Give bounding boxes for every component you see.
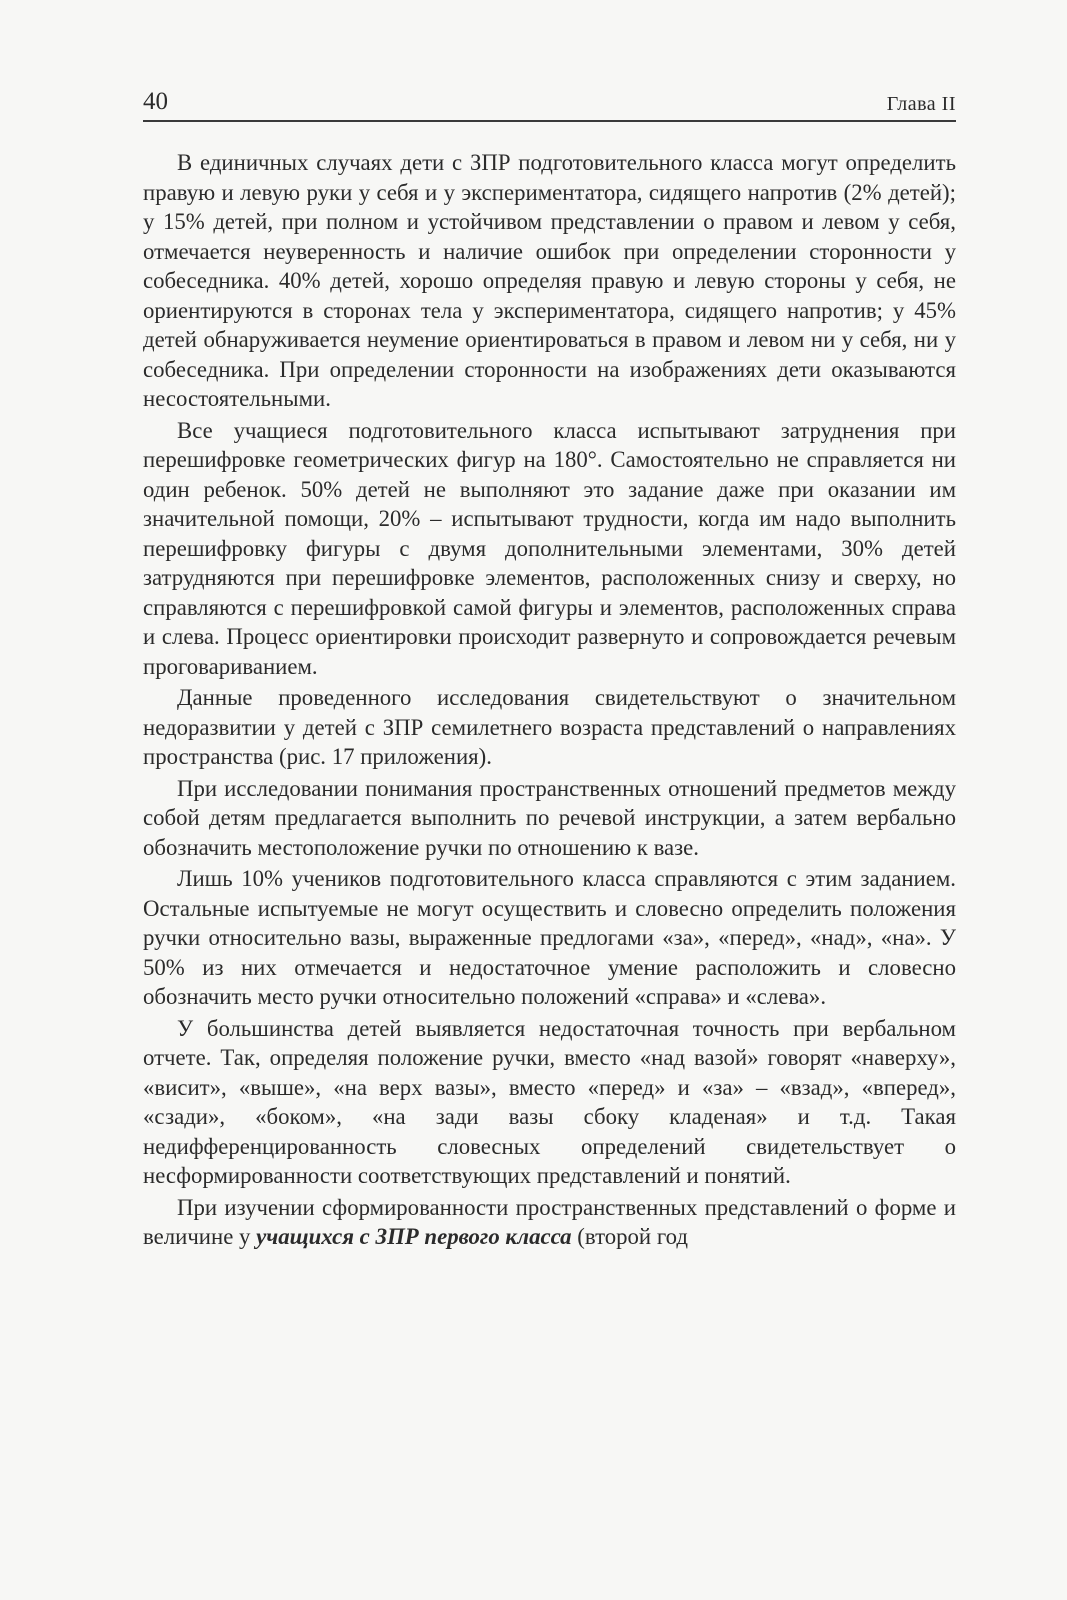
body-text [143, 148, 956, 1252]
paragraph: Лишь 10% учеников подготовительного класса справляются с этим заданием. Остальные испытуемые не могут осуществить и словесно определить положения ручки относительно вазы, выраженные предлогами «за», «перед», «над», «на». У 50% из них отмечается и недостаточное умение расположить и словесно обозначить место ручки относительно положений «справа» и «слева». [143, 866, 956, 1009]
paragraph [143, 1193, 956, 1252]
paragraph: У большинства детей выявляется недостаточная точность при вербальном отчете. Так, определяя положение ручки, вместо «над вазой» говорят «наверху», «висит», «выше», «на верх вазы», вместо «перед» и «за» – «взад», «вперед», «сзади», «боком», «на зади вазы сбоку кладеная» и т.д. Такая недифференцированность словесных определений свидетельствует о несформированности соответствующих представлений и понятий. [143, 1015, 956, 1188]
paragraph: В единичных случаях дети с ЗПР подготовительного класса могут определить правую и левую руки у себя и у экспериментатора, сидящего напротив (2% детей); у 15% детей, при полном и устойчивом представлении о правом и левом у себя, отмечается неуверенность и наличие ошибок при определении сторонности у собеседника. 40% детей, хорошо определяя правую и левую стороны у себя, не ориентируются в сторонах тела у экспериментатора, сидящего напротив; у 45% детей обнаруживается неумение ориентироваться в правом и левом ни у себя, ни у собеседника. При определении сторонности на изображениях дети оказываются несостоятельными. [143, 150, 956, 411]
paragraph-text: (второй год [571, 1224, 688, 1249]
page-number: 40 [143, 88, 168, 115]
running-head [143, 84, 956, 122]
chapter-title: Глава II [886, 93, 956, 115]
paragraph: Все учащиеся подготовительного класса испытывают затруднения при перешифровке геометрических фигур на 180°. Самостоятельно не справляется ни один ребенок. 50% детей не выполняют это задание даже при оказании им значительной помощи, 20% – испытывают трудности, когда им надо выполнить перешифровку фигуры с двумя дополнительными элементами, 30% детей затрудняются при перешифровке элементов, расположенных снизу и сверху, но справляются с перешифровкой самой фигуры и элементов, расположенных справа и слева. Процесс ориентировки происходит развернуто и сопровождается речевым проговариванием. [143, 417, 956, 679]
paragraph: При исследовании понимания пространственных отношений предметов между собой детям предлагается выполнить по речевой инструкции, а затем вербально обозначить местоположение ручки по отношению к вазе. [143, 775, 956, 860]
paragraph: Данные проведенного исследования свидетельствуют о значительном недоразвитии у детей с ЗПР семилетнего возраста представлений о направлениях пространства (рис. 17 приложения). [143, 685, 956, 769]
emphasized-text: учащихся с ЗПР первого класса [256, 1224, 572, 1249]
paragraph-text: При изучении сформированности пространственных представлений о форме и величине у [143, 1194, 956, 1249]
